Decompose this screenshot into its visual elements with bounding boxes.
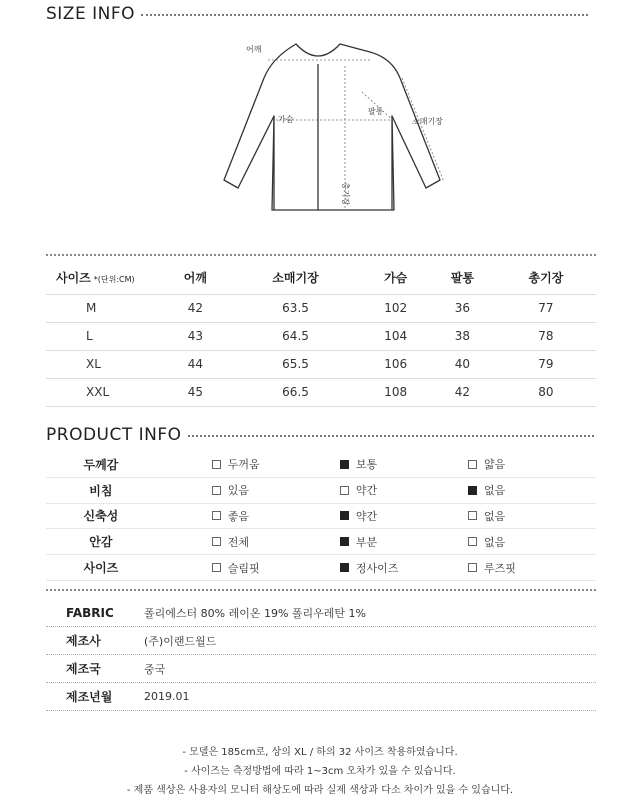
header-total-length: 총기장 — [496, 262, 596, 294]
row-label: 비침 — [89, 483, 113, 498]
label-sleeve-length: 소매기장 — [412, 117, 443, 126]
row-label: 두께감 — [83, 457, 119, 472]
option: 두꺼움 — [212, 456, 340, 472]
dotted-rule — [141, 14, 588, 16]
product-row-fit — [46, 555, 596, 581]
checkbox-icon — [468, 537, 477, 546]
checkbox-checked-icon — [340, 537, 349, 546]
table-cell: 64.5 — [229, 322, 363, 350]
table-cell: 36 — [429, 294, 496, 322]
spec-key: FABRIC — [66, 605, 114, 620]
option: 없음 — [468, 534, 596, 550]
spec-key: 제조년월 — [66, 690, 113, 704]
table-cell: 66.5 — [229, 378, 363, 406]
checkbox-icon — [212, 486, 221, 495]
option: 약간 — [340, 482, 468, 498]
option: 있음 — [212, 482, 340, 498]
label-total-length: 총기장 — [341, 182, 350, 206]
size-cell: L — [46, 322, 162, 350]
size-cell: XXL — [46, 378, 162, 406]
row-label: 신축성 — [83, 509, 119, 524]
label-sleeve-width: 팔통 — [368, 107, 384, 116]
spec-value: 중국 — [144, 662, 166, 676]
size-cell: XL — [46, 350, 162, 378]
spec-manufacturer — [46, 627, 596, 655]
header-size: 사이즈 *(단위:CM) — [46, 262, 162, 294]
table-row — [46, 294, 596, 322]
row-label: 사이즈 — [83, 561, 119, 576]
product-row-lining — [46, 529, 596, 555]
note-model: - 모델은 185cm로, 상의 XL / 하의 32 사이즈 착용하였습니다. — [182, 747, 458, 758]
product-row-thickness — [46, 452, 596, 478]
size-info-header — [46, 4, 588, 24]
option: 없음 — [468, 482, 596, 498]
table-cell: 78 — [496, 322, 596, 350]
table-cell: 38 — [429, 322, 496, 350]
header-chest: 가슴 — [362, 262, 429, 294]
size-table — [46, 262, 596, 407]
product-row-stretch — [46, 504, 596, 530]
option: 슬림핏 — [212, 560, 340, 576]
table-cell: 40 — [429, 350, 496, 378]
row-label: 안감 — [89, 535, 113, 550]
checkbox-checked-icon — [340, 460, 349, 469]
spec-value: (주)이랜드월드 — [144, 634, 217, 648]
product-info-header — [46, 425, 594, 445]
table-row — [46, 350, 596, 378]
table-cell: 65.5 — [229, 350, 363, 378]
option: 좋음 — [212, 508, 340, 524]
table-cell: 108 — [362, 378, 429, 406]
table-cell: 77 — [496, 294, 596, 322]
table-row — [46, 378, 596, 406]
spec-key: 제조사 — [66, 634, 101, 648]
unit-note: *(단위:CM) — [93, 275, 135, 285]
table-cell: 80 — [496, 378, 596, 406]
table-cell: 106 — [362, 350, 429, 378]
size-diagram — [0, 30, 640, 230]
header-shoulder: 어깨 — [162, 262, 229, 294]
table-cell: 79 — [496, 350, 596, 378]
label-chest: 가슴 — [278, 115, 294, 124]
checkbox-icon — [212, 511, 221, 520]
label-shoulder: 어깨 — [246, 45, 262, 54]
product-info-title: PRODUCT INFO — [46, 425, 182, 445]
option: 약간 — [340, 508, 468, 524]
size-table-header — [46, 262, 596, 294]
checkbox-icon — [468, 511, 477, 520]
measure-lines — [268, 60, 444, 208]
spec-value: 폴리에스터 80% 레이온 19% 폴리우레탄 1% — [144, 606, 366, 620]
table-cell: 44 — [162, 350, 229, 378]
table-cell: 43 — [162, 322, 229, 350]
table-cell: 102 — [362, 294, 429, 322]
spec-key: 제조국 — [66, 662, 101, 676]
table-cell: 42 — [162, 294, 229, 322]
note-measure: - 사이즈는 측정방법에 따라 1~3cm 오차가 있을 수 있습니다. — [184, 766, 456, 777]
checkbox-icon — [340, 486, 349, 495]
table-row — [46, 322, 596, 350]
option: 얇음 — [468, 456, 596, 472]
checkbox-icon — [212, 537, 221, 546]
option: 정사이즈 — [340, 560, 468, 576]
checkbox-icon — [212, 460, 221, 469]
spec-country — [46, 655, 596, 683]
dotted-rule — [46, 589, 596, 591]
note-color: - 제품 색상은 사용자의 모니터 해상도에 따라 실제 색상과 다소 차이가 있을 수 있습니다. — [126, 785, 514, 796]
option: 없음 — [468, 508, 596, 524]
product-row-transparency — [46, 478, 596, 504]
table-cell: 45 — [162, 378, 229, 406]
table-cell: 63.5 — [229, 294, 363, 322]
header-sleeve-width: 팔통 — [429, 262, 496, 294]
option: 전체 — [212, 534, 340, 550]
checkbox-checked-icon — [468, 486, 477, 495]
spec-date — [46, 683, 596, 711]
option: 부분 — [340, 534, 468, 550]
checkbox-icon — [468, 460, 477, 469]
table-cell: 42 — [429, 378, 496, 406]
dotted-rule — [188, 435, 594, 437]
checkbox-icon — [468, 563, 477, 572]
jacket-outline — [224, 44, 440, 210]
table-cell: 104 — [362, 322, 429, 350]
checkbox-icon — [212, 563, 221, 572]
spec-value: 2019.01 — [144, 690, 190, 703]
checkbox-checked-icon — [340, 511, 349, 520]
size-cell: M — [46, 294, 162, 322]
size-info-title: SIZE INFO — [46, 4, 135, 24]
dotted-rule — [46, 254, 596, 256]
product-info-list — [46, 452, 596, 581]
checkbox-checked-icon — [340, 563, 349, 572]
header-sleeve-length: 소매기장 — [229, 262, 363, 294]
option: 루즈핏 — [468, 560, 596, 576]
spec-fabric — [46, 599, 596, 627]
option: 보통 — [340, 456, 468, 472]
